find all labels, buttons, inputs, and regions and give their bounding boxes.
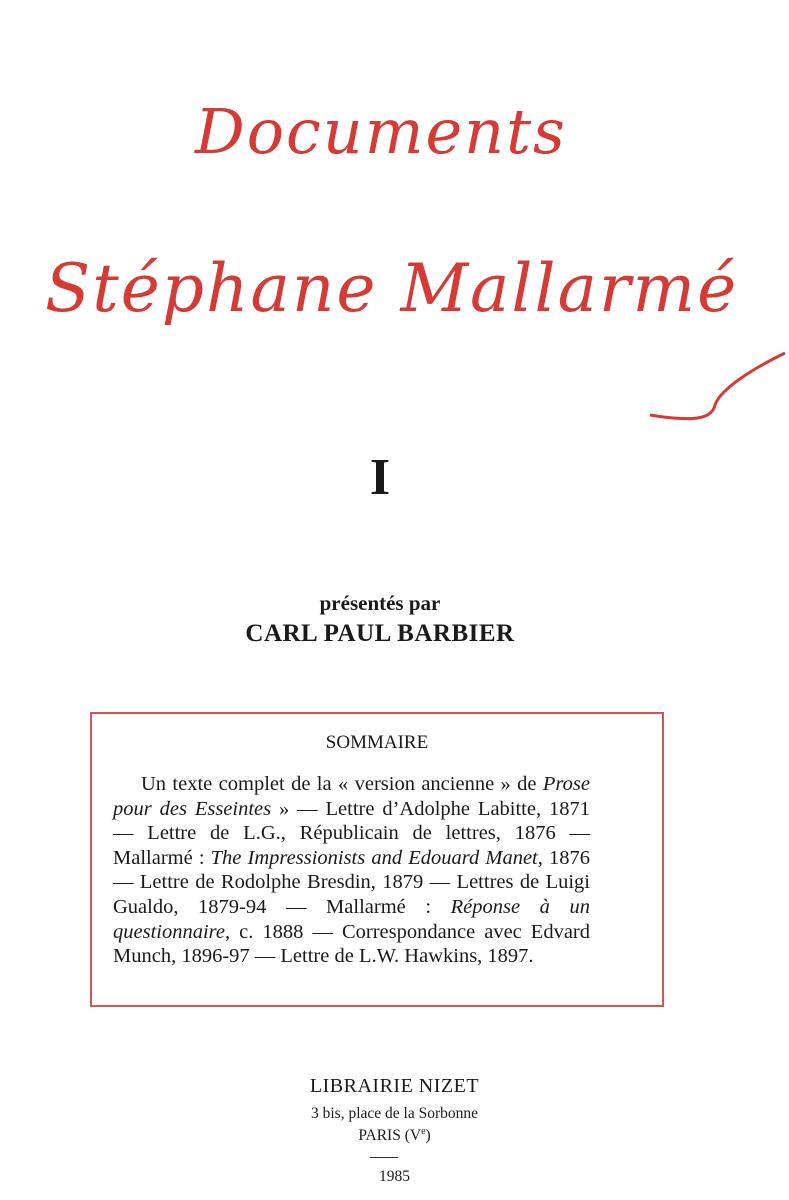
signature-title-mallarme: Stéphane Mallarmé (45, 250, 739, 327)
divider (370, 1157, 398, 1158)
summary-segment: , c. 1888 — Correspondance avec Edvard Munch, 1896-97 — Lettre de L.W. Hawkins, 1897. (113, 920, 590, 968)
summary-title-italic: Réponse à un questionnaire (113, 895, 590, 943)
summary-title: SOMMAIRE (325, 732, 429, 753)
signature-flourish (640, 345, 789, 435)
summary-segment: » — Lettre d’Adolphe Labitte, 1871 — Lettre de L.G., Républicain de lettres, 1876 — Mallarmé : (113, 797, 590, 869)
author-name: CARL PAUL BARBIER (245, 620, 515, 647)
publication-year: 1985 (379, 1168, 410, 1185)
publisher-city (0, 1126, 789, 1145)
summary-title-italic: The Impressionists and Edouard Manet (210, 846, 538, 869)
summary-box (90, 712, 664, 1007)
summary-title-italic: Prose pour des Esseintes (113, 773, 590, 820)
publisher-name: LIBRAIRIE NIZET (309, 1075, 480, 1097)
volume-number: I (369, 449, 391, 506)
summary-text (113, 772, 590, 969)
signature-title-documents: Documents (195, 95, 567, 168)
city-close: ) (425, 1127, 431, 1145)
city-superscript: e (421, 1126, 426, 1137)
presented-by: présentés par (319, 591, 441, 615)
summary-segment: , 1876 — Lettre de Rodolphe Bresdin, 1879 — Lettres de Luigi Gualdo, 1879-94 — Mallarmé : (113, 846, 591, 918)
city-text: PARIS (V (358, 1127, 422, 1145)
summary-segment: Un texte complet de la « version ancienne » de (141, 773, 543, 795)
publisher-address: 3 bis, place de la Sorbonne (310, 1105, 478, 1122)
